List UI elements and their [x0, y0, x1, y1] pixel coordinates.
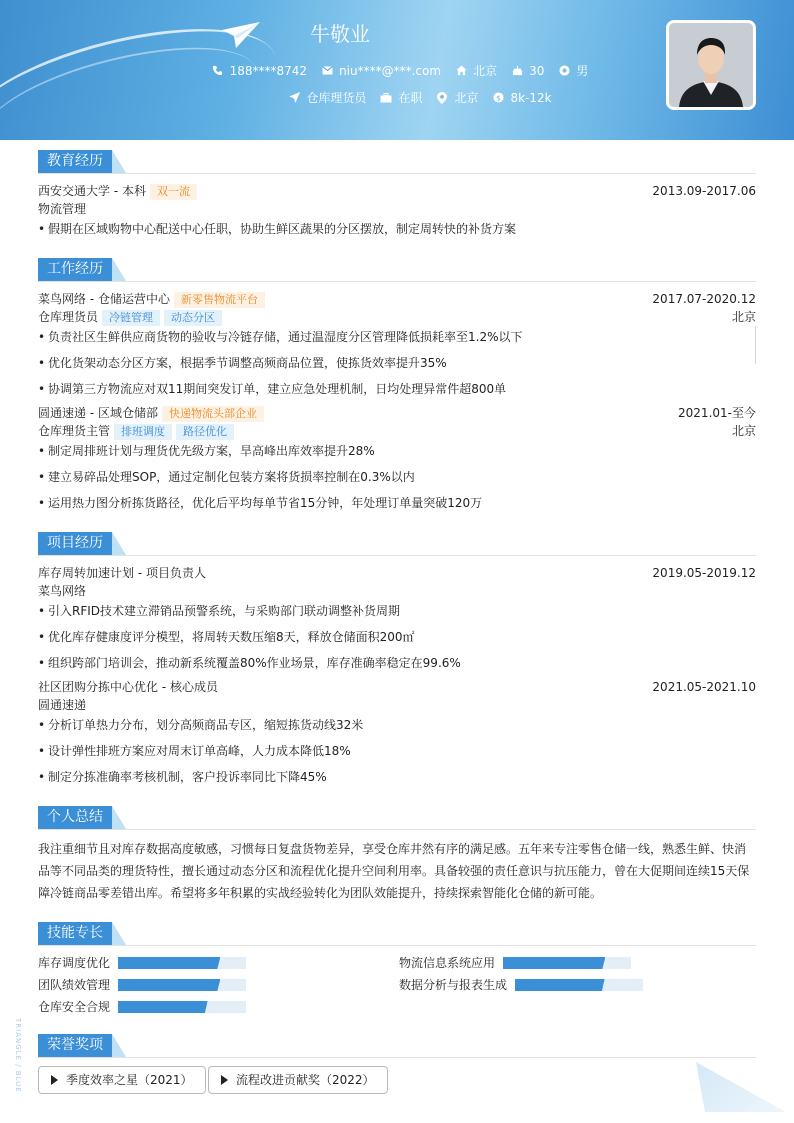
svg-text:$: $	[496, 93, 501, 103]
skill-bar	[118, 957, 246, 969]
project-bullet: • 组织跨部门培训会，推动新系统覆盖80%作业场景，库存准确率稳定在99.6%	[38, 654, 756, 672]
award-item	[208, 1066, 388, 1094]
skill-bar	[503, 957, 631, 969]
project-name: 库存周转加速计划 - 项目负责人	[38, 566, 206, 580]
award-item	[38, 1066, 206, 1094]
work-bullet: • 负责社区生鲜供应商货物的验收与冷链存储，通过温湿度分区管理降低损耗率至1.2%以下	[38, 328, 756, 346]
summary-text: 我注重细节且对库存数据高度敏感，习惯每日复盘货物差异，享受仓库井然有序的满足感。五年来专注零售仓储一线，熟悉生鲜、快消品等不同品类的理货特性，擅长通过动态分区和流程优化提升空间利用率。具备较强的责任意识与抗压能力，曾在大促期间连续15天保障冷链商品零差错出库。希望将多年积累的实战经验转化为团队效能提升，持续探索智能化仓储的新可能。	[38, 842, 750, 900]
work-role: 仓库理货主管	[38, 424, 111, 438]
mail-icon	[321, 65, 333, 77]
corner-triangle-decoration	[696, 1062, 786, 1112]
home-icon	[455, 65, 467, 77]
section-awards	[38, 1034, 756, 1058]
skill-bar	[118, 979, 246, 991]
age-item	[511, 62, 544, 79]
skill-bar-fill	[515, 979, 605, 991]
role-tag: 冷链管理	[102, 310, 160, 326]
work-bullet: • 运用热力图分析拣货路径，优化后平均每单节省15分钟，年处理订单量突破120万	[38, 494, 756, 512]
work-date: 2021.01-至今	[678, 406, 756, 420]
money-icon	[492, 92, 504, 104]
project-bullet: • 制定分拣准确率考核机制，客户投诉率同比下降45%	[38, 768, 756, 786]
company-name: 圆通速递 - 区域仓储部	[38, 406, 158, 420]
work-header	[38, 290, 756, 308]
project-bullet: • 设计弹性排班方案应对周末订单高峰，人力成本降低18%	[38, 742, 756, 760]
template-watermark: TRIANGLE / BLUE	[14, 1018, 22, 1093]
work-city: 北京	[731, 424, 756, 438]
skill-bar-fill	[118, 957, 220, 969]
work-role: 仓库理货员	[38, 310, 99, 324]
section-projects	[38, 532, 756, 556]
phone-text: 188****8742	[229, 63, 308, 78]
skill-name: 库存调度优化	[38, 956, 111, 970]
gender-text: 男	[576, 64, 589, 78]
section-work	[38, 258, 756, 282]
work-header	[38, 404, 756, 422]
award-text: 流程改进贡献奖（2022）	[236, 1073, 375, 1087]
work-bullet: • 优化货架动态分区方案，根据季节调整高频商品位置，使拣货效率提升35%	[38, 354, 756, 372]
skill-bar-fill	[118, 979, 220, 991]
job-title-text: 仓库理货员	[306, 91, 367, 105]
work-city: 北京	[731, 310, 756, 324]
status-item	[380, 89, 422, 106]
skill-bar-fill	[118, 1001, 208, 1013]
role-tag: 动态分区	[164, 310, 222, 326]
section-title-label: 工作经历	[38, 258, 112, 281]
work-role-line	[38, 422, 756, 440]
company-tag: 新零售物流平台	[174, 292, 265, 308]
skill-bar	[118, 1001, 246, 1013]
school-name: 西安交通大学 - 本科	[38, 184, 146, 198]
education-major: 物流管理	[38, 202, 87, 216]
section-education	[38, 150, 756, 174]
play-triangle-icon	[221, 1075, 228, 1085]
phone-item	[212, 62, 307, 79]
briefcase-icon	[380, 92, 392, 104]
skill-name: 物流信息系统应用	[399, 956, 496, 970]
send-icon	[288, 92, 300, 104]
section-title-label: 项目经历	[38, 532, 112, 555]
play-triangle-icon	[51, 1075, 58, 1085]
skill-name: 数据分析与报表生成	[399, 978, 508, 992]
project-name: 社区团购分拣中心优化 - 核心成员	[38, 680, 218, 694]
project-date: 2021.05-2021.10	[652, 680, 756, 694]
section-title-label: 荣誉奖项	[38, 1034, 112, 1057]
candidate-name: 牛敬业	[310, 22, 370, 46]
project-bullet: • 优化库存健康度评分模型，将周转天数压缩8天，释放仓储面积200㎡	[38, 628, 756, 646]
company-tag: 快递物流头部企业	[162, 406, 264, 422]
portrait-image	[669, 23, 753, 107]
work-bullet: • 协调第三方物流应对双11期间突发订单，建立应急处理机制，日均处理异常件超800单	[38, 380, 756, 398]
gender-item	[558, 62, 588, 79]
project-header	[38, 678, 756, 696]
skill-bar-fill	[503, 957, 605, 969]
section-title-label: 技能专长	[38, 922, 112, 945]
salary-item	[492, 89, 551, 106]
award-text: 季度效率之星（2021）	[66, 1073, 193, 1087]
education-header	[38, 182, 756, 200]
job-intent-row	[0, 89, 680, 106]
project-date: 2019.05-2019.12	[652, 566, 756, 580]
contact-info-row	[0, 62, 680, 79]
target-city-text: 北京	[454, 91, 479, 105]
work-date: 2017.07-2020.12	[652, 292, 756, 306]
age-text: 30	[529, 63, 545, 78]
company-name: 菜鸟网络 - 仓储运营中心	[38, 292, 170, 306]
map-pin-icon	[436, 92, 448, 104]
work-bullet: • 建立易碎品处理SOP，通过定制化包装方案将货损率控制在0.3%以内	[38, 468, 756, 486]
target-city-item	[436, 89, 478, 106]
education-date: 2013.09-2017.06	[652, 184, 756, 198]
cake-icon	[511, 65, 523, 77]
skill-name: 仓库安全合规	[38, 1000, 111, 1014]
education-bullet: • 假期在区域购物中心配送中心任职，协助生鲜区蔬果的分区摆放，制定周转快的补货方案	[38, 220, 756, 238]
section-title-label: 教育经历	[38, 150, 112, 173]
job-title-item	[288, 89, 366, 106]
location-text: 北京	[473, 64, 498, 78]
project-bullet: • 引入RFID技术建立滞销品预警系统，与采购部门联动调整补货周期	[38, 602, 756, 620]
work-role-line	[38, 308, 756, 326]
project-bullet: • 分析订单热力分布，划分高频商品专区，缩短拣货动线32米	[38, 716, 756, 734]
project-org: 菜鸟网络	[38, 584, 87, 598]
skill-bar	[515, 979, 643, 991]
avatar	[666, 20, 756, 110]
salary-text: 8k-12k	[510, 90, 552, 105]
school-tag: 双一流	[150, 184, 197, 200]
role-tag: 路径优化	[176, 424, 234, 440]
section-summary	[38, 806, 756, 830]
resume-header	[0, 0, 794, 140]
project-org: 圆通速递	[38, 698, 87, 712]
section-skills	[38, 922, 756, 946]
role-tag: 排班调度	[114, 424, 172, 440]
section-title-label: 个人总结	[38, 806, 112, 829]
gender-icon	[558, 65, 570, 77]
work-bullet: • 制定周排班计划与理货优先级方案，旱高峰出库效率提升28%	[38, 442, 756, 460]
project-header	[38, 564, 756, 582]
location-item	[455, 62, 497, 79]
email-text: niu****@***.com	[339, 63, 442, 78]
status-text: 在职	[398, 91, 423, 105]
skill-name: 团队绩效管理	[38, 978, 111, 992]
phone-icon	[212, 65, 224, 77]
email-item	[321, 62, 441, 79]
